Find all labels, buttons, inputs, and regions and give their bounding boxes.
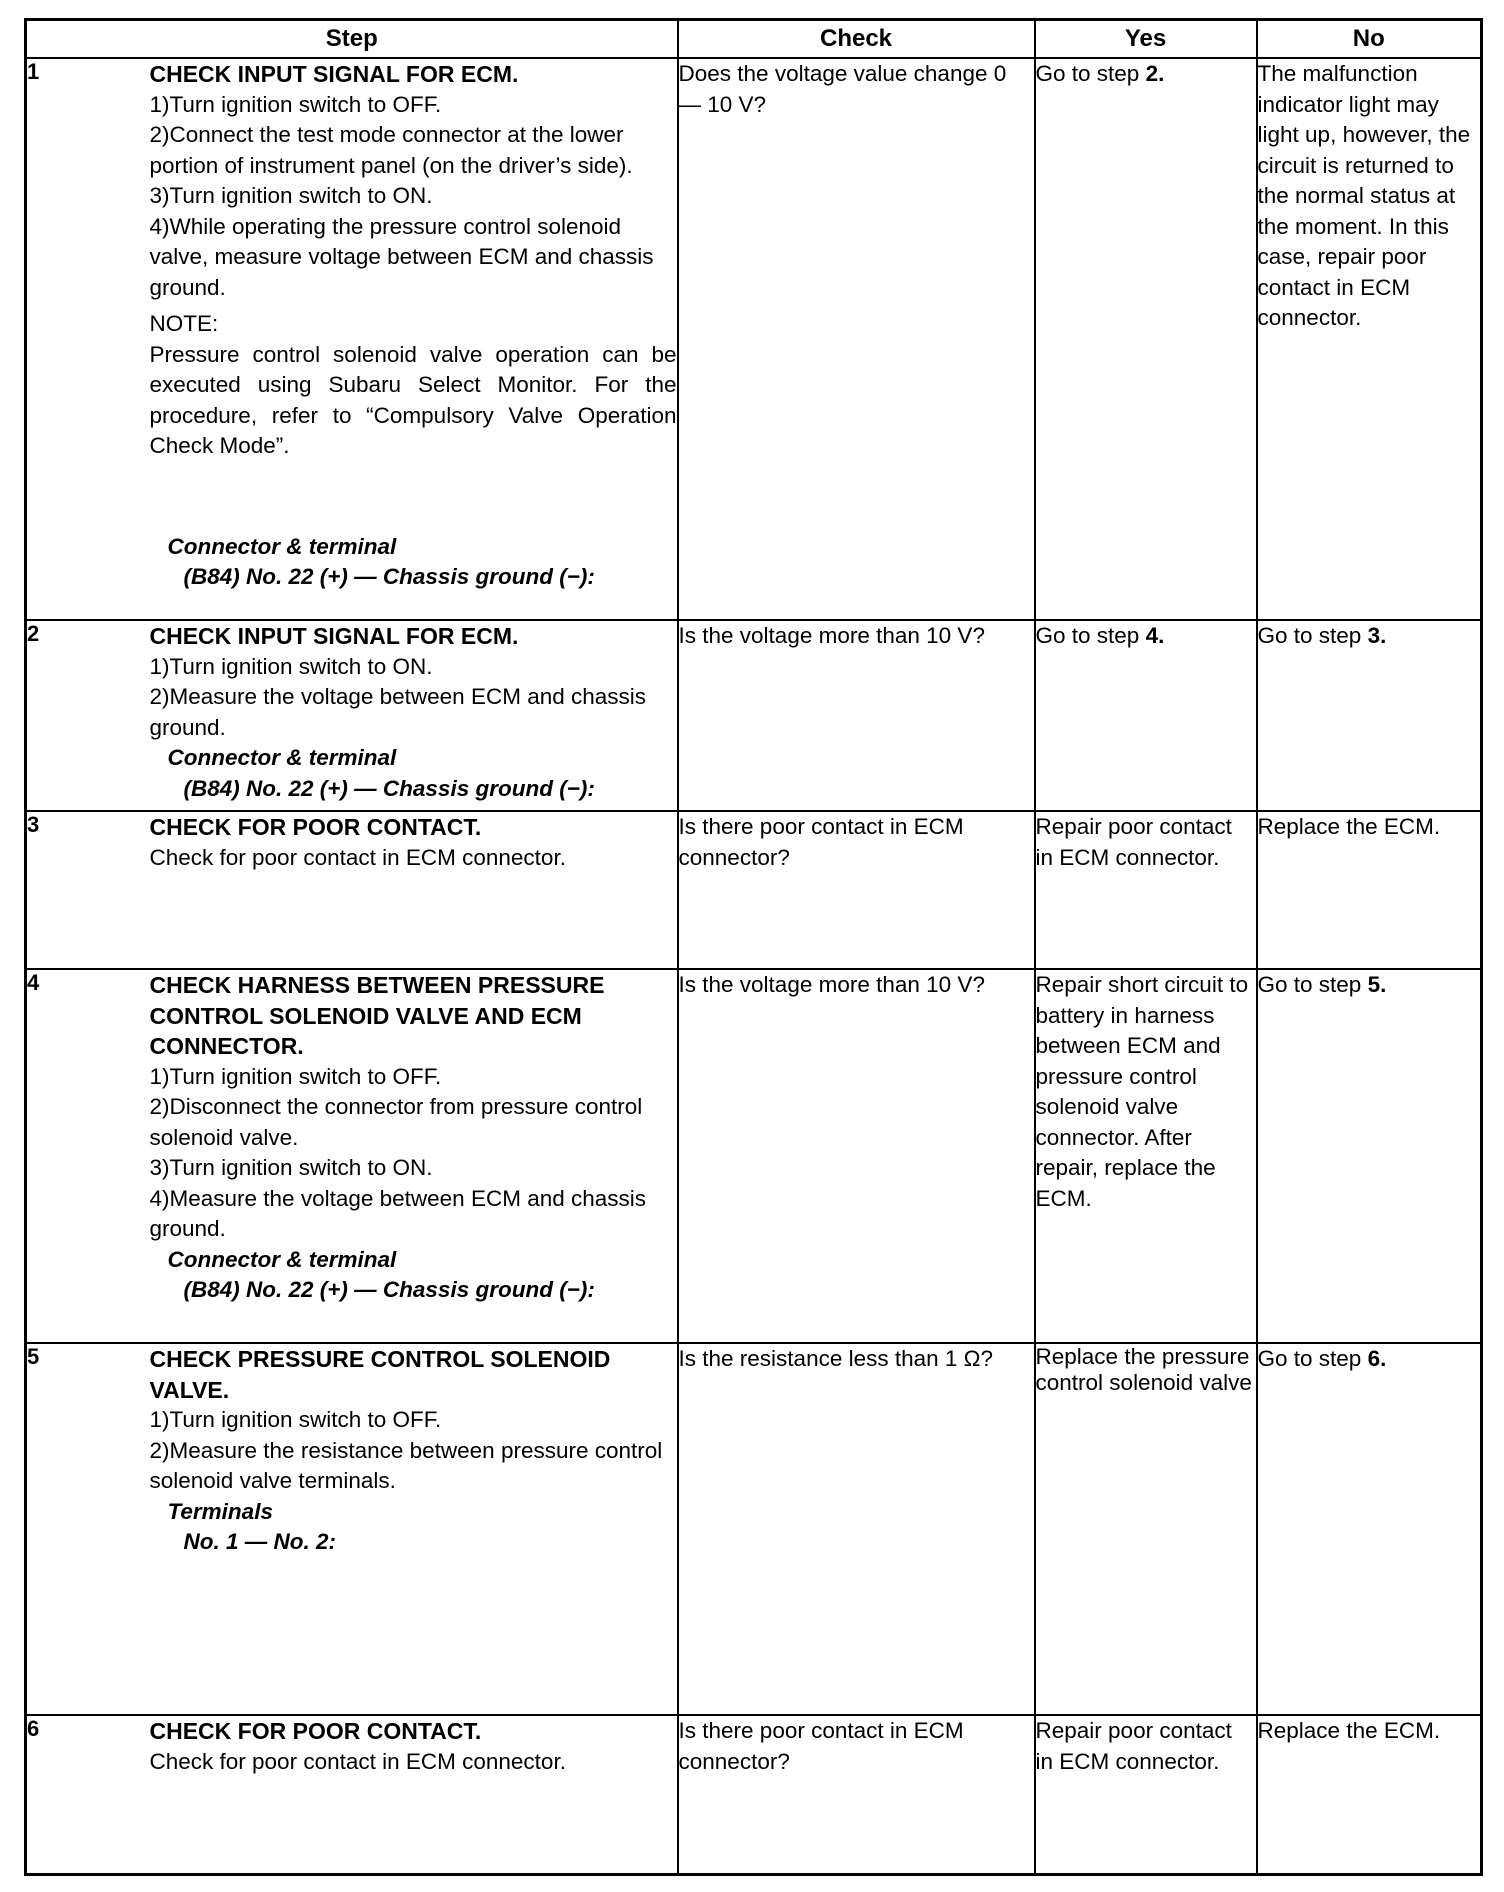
step-line: 1)Turn ignition switch to OFF. bbox=[149, 1407, 442, 1432]
yes-cell bbox=[1035, 620, 1257, 811]
step-number: 6 bbox=[26, 1715, 150, 1875]
connector-value: (B84) No. 22 (+) — Chassis ground (−): bbox=[183, 564, 595, 589]
header-no: No bbox=[1257, 20, 1482, 59]
connector-value: (B84) No. 22 (+) — Chassis ground (−): bbox=[183, 1277, 595, 1302]
step-line: 1)Turn ignition switch to OFF. bbox=[149, 91, 442, 117]
step-number: 1 bbox=[26, 58, 150, 620]
yes-cell bbox=[1035, 58, 1257, 620]
table-row bbox=[26, 620, 1482, 811]
connector-value: No. 1 — No. 2: bbox=[183, 1529, 337, 1554]
step-line: 2)Disconnect the connector from pressure control solenoid valve. bbox=[149, 1094, 643, 1150]
step-number: 5 bbox=[26, 1343, 150, 1715]
step-cell bbox=[150, 1343, 678, 1715]
no-step: 6. bbox=[1367, 1346, 1387, 1371]
yes-cell bbox=[1035, 969, 1257, 1343]
step-title: CHECK FOR POOR CONTACT. bbox=[149, 1718, 482, 1744]
no-cell bbox=[1257, 58, 1482, 620]
step-line: 1)Turn ignition switch to ON. bbox=[149, 653, 433, 679]
check-cell: Is the voltage more than 10 V? bbox=[678, 620, 1035, 811]
table-row bbox=[26, 1715, 1482, 1875]
header-check: Check bbox=[678, 20, 1035, 59]
step-cell bbox=[150, 969, 678, 1343]
note-text: Pressure control solenoid valve operation can be executed using Subaru Select Monitor. For the procedure, refer to “Compulsory Valve Operation Check Mode”. bbox=[149, 341, 677, 458]
yes-text: Repair poor contact in ECM connector. bbox=[1035, 814, 1232, 870]
yes-text: Repair short circuit to battery in harness between ECM and pressure control solenoid valve connector. After repair, replace the ECM. bbox=[1035, 972, 1249, 1211]
no-text: Replace the ECM. bbox=[1257, 1718, 1441, 1743]
table-row bbox=[26, 811, 1482, 969]
check-cell: Is the voltage more than 10 V? bbox=[678, 969, 1035, 1343]
step-title: CHECK INPUT SIGNAL FOR ECM. bbox=[149, 623, 519, 649]
step-cell bbox=[150, 620, 678, 811]
step-line: 4)Measure the voltage between ECM and chassis ground. bbox=[149, 1185, 647, 1241]
header-yes: Yes bbox=[1035, 20, 1257, 59]
connector-label: Connector & terminal bbox=[167, 745, 397, 770]
step-line: Check for poor contact in ECM connector. bbox=[149, 1748, 566, 1774]
step-line: Check for poor contact in ECM connector. bbox=[149, 844, 566, 870]
step-title: CHECK FOR POOR CONTACT. bbox=[149, 814, 482, 840]
step-line: 3)Turn ignition switch to ON. bbox=[149, 1155, 433, 1180]
step-cell bbox=[150, 811, 678, 969]
yes-text: Go to step bbox=[1035, 623, 1146, 648]
step-title: CHECK INPUT SIGNAL FOR ECM. bbox=[149, 61, 519, 87]
no-step: 3. bbox=[1367, 623, 1387, 648]
check-cell: Is there poor contact in ECM connector? bbox=[678, 1715, 1035, 1875]
check-cell: Is the resistance less than 1 Ω? bbox=[678, 1343, 1035, 1715]
connector-label: Connector & terminal bbox=[167, 1246, 397, 1272]
yes-text: Repair poor contact in ECM connector. bbox=[1035, 1718, 1232, 1774]
connector-label: Terminals bbox=[167, 1498, 273, 1524]
yes-text: Replace the pressure control solenoid valve bbox=[1035, 1344, 1252, 1395]
header-step: Step bbox=[26, 20, 678, 59]
step-number: 2 bbox=[26, 620, 150, 811]
step-line: 3)Turn ignition switch to ON. bbox=[149, 183, 433, 208]
diagnostic-table bbox=[24, 18, 1483, 1876]
step-title: CHECK PRESSURE CONTROL SOLENOID VALVE. bbox=[149, 1346, 611, 1403]
step-line: 2)Connect the test mode connector at the lower portion of instrument panel (on the driver’s side). bbox=[149, 122, 633, 178]
check-cell: Does the voltage value change 0 — 10 V? bbox=[678, 58, 1035, 620]
yes-cell bbox=[1035, 1715, 1257, 1875]
no-text: Go to step bbox=[1257, 972, 1368, 997]
yes-step: 4. bbox=[1145, 623, 1165, 648]
note-label: NOTE: bbox=[149, 311, 219, 336]
yes-text: Go to step bbox=[1035, 61, 1146, 86]
step-cell bbox=[150, 1715, 678, 1875]
no-cell bbox=[1257, 1343, 1482, 1715]
step-line: 2)Measure the resistance between pressure control solenoid valve terminals. bbox=[149, 1437, 663, 1493]
no-text: Go to step bbox=[1257, 1346, 1368, 1371]
step-number: 4 bbox=[26, 969, 150, 1343]
step-line: 4)While operating the pressure control solenoid valve, measure voltage between ECM and chassis ground. bbox=[149, 213, 654, 300]
step-number: 3 bbox=[26, 811, 150, 969]
yes-cell bbox=[1035, 1343, 1257, 1715]
no-step: 5. bbox=[1367, 972, 1387, 997]
yes-cell bbox=[1035, 811, 1257, 969]
step-title: CHECK HARNESS BETWEEN PRESSURE CONTROL SOLENOID VALVE AND ECM CONNECTOR. bbox=[149, 972, 605, 1059]
no-cell bbox=[1257, 1715, 1482, 1875]
yes-step: 2. bbox=[1145, 61, 1165, 86]
no-cell bbox=[1257, 811, 1482, 969]
no-text: Go to step bbox=[1257, 623, 1368, 648]
no-cell bbox=[1257, 969, 1482, 1343]
step-cell bbox=[150, 58, 678, 620]
connector-label: Connector & terminal bbox=[167, 533, 397, 559]
step-line: 1)Turn ignition switch to OFF. bbox=[149, 1063, 442, 1089]
connector-value: (B84) No. 22 (+) — Chassis ground (−): bbox=[183, 775, 595, 801]
no-text: The malfunction indicator light may light up, however, the circuit is returned to the normal status at the moment. In this case, repair poor contact in ECM connector. bbox=[1257, 61, 1471, 330]
no-text: Replace the ECM. bbox=[1257, 814, 1441, 839]
spacer bbox=[150, 462, 677, 532]
no-cell bbox=[1257, 620, 1482, 811]
table-row bbox=[26, 58, 1482, 620]
check-cell: Is there poor contact in ECM connector? bbox=[678, 811, 1035, 969]
table-row bbox=[26, 969, 1482, 1343]
step-line: 2)Measure the voltage between ECM and chassis ground. bbox=[149, 684, 647, 740]
table-row bbox=[26, 1343, 1482, 1715]
header-row bbox=[26, 20, 1482, 59]
